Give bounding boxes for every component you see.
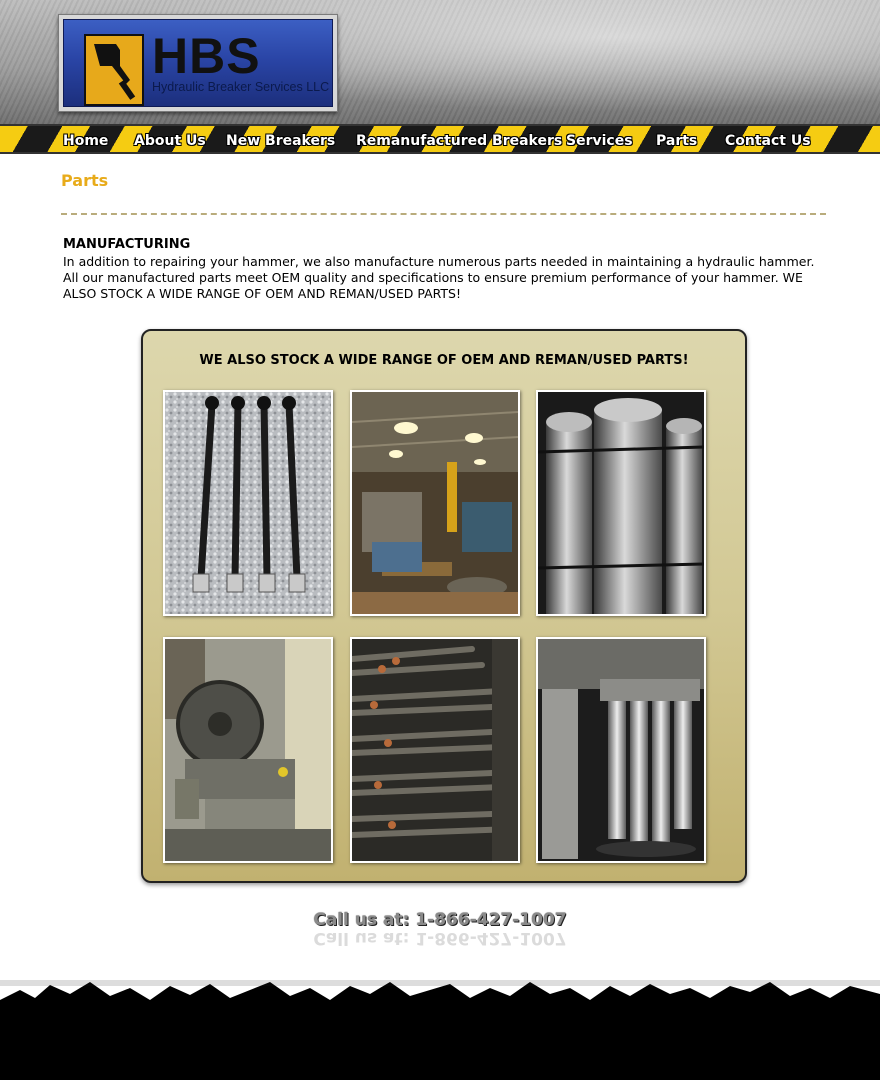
nav-item-remanufactured-breakers[interactable]: Remanufactured Breakers <box>356 133 563 149</box>
call-us-reflection: Call us at: 1-866-427-1007 <box>313 928 567 948</box>
parts-gallery-panel <box>141 329 747 883</box>
nav-item-new-breakers[interactable]: New Breakers <box>226 133 336 149</box>
gallery-photo-workshop[interactable] <box>350 390 520 616</box>
site-logo[interactable] <box>58 14 338 112</box>
main-nav <box>0 124 880 154</box>
gallery-title: WE ALSO STOCK A WIDE RANGE OF OEM AND REMAN/USED PARTS! <box>199 353 689 368</box>
gallery-photo-lathe[interactable] <box>163 637 333 863</box>
nav-item-contact-us[interactable]: Contact Us <box>725 133 811 149</box>
gallery-photo-rod-racks[interactable] <box>350 637 520 863</box>
breaker-icon <box>84 34 144 106</box>
section-heading: MANUFACTURING <box>63 237 191 252</box>
section-body: In addition to repairing your hammer, we also manufacture numerous parts needed in maintaining a hydraulic hammer. All our manufactured parts meet OEM quality and specifications to ensure premium performance of your hammer. WE ALSO STOCK A WIDE RANGE OF OEM AND REMAN/USED PARTS! <box>63 254 815 301</box>
nav-item-parts[interactable]: Parts <box>656 133 698 149</box>
gallery-photo-steel-cylinders[interactable] <box>536 390 706 616</box>
call-us-text: Call us at: 1-866-427-1007 <box>313 910 567 930</box>
nav-item-services[interactable]: Services <box>566 133 633 149</box>
site-header <box>0 0 880 124</box>
dashed-divider <box>61 213 826 215</box>
page-title: Parts <box>61 171 109 190</box>
footer-grunge <box>0 960 880 1080</box>
logo-background <box>63 19 333 107</box>
logo-title: HBS <box>152 28 261 84</box>
nav-item-home[interactable]: Home <box>63 133 109 149</box>
gallery-photo-breaker-assemblies[interactable] <box>536 637 706 863</box>
logo-subtitle: Hydraulic Breaker Services LLC <box>152 80 330 94</box>
gallery-photo-chisel-rods[interactable] <box>163 390 333 616</box>
nav-item-about-us[interactable]: About Us <box>134 133 206 149</box>
